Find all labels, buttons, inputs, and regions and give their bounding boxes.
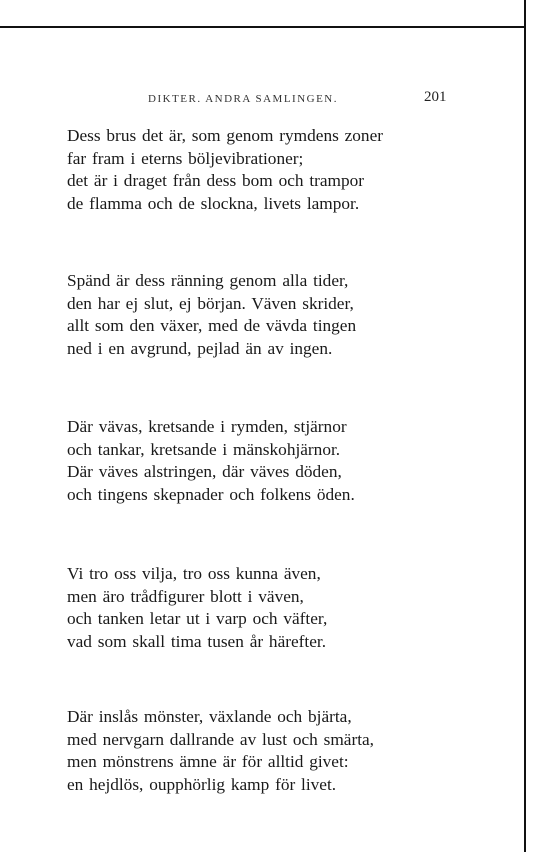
poem-line: och tingens skepnader och folkens öden. [67, 484, 355, 504]
poem-line: Spänd är dess ränning genom alla tider, [67, 271, 349, 290]
poem-line: de flamma och de slockna, livets lampor. [67, 193, 360, 213]
poem-line: men äro trådfigurer blott i väven, [67, 586, 304, 606]
poem-line: en hejdlös, oupphörlig kamp för livet. [67, 774, 337, 794]
stanza-4 [67, 563, 327, 653]
poem-line: och tankar, kretsande i mänskohjärnor. [67, 439, 341, 459]
poem-line: allt som den växer, med de vävda tingen [67, 316, 357, 336]
stanza-5 [67, 706, 374, 796]
poem-line: Vi tro oss vilja, tro oss kunna även, [67, 564, 321, 583]
poem-line: Där inslås mönster, växlande och bjärta, [67, 707, 352, 726]
page-top-edge [0, 26, 526, 28]
page-right-edge [524, 0, 526, 852]
poem-line: Dess brus det är, som genom rymdens zoner [67, 126, 384, 145]
running-head: DIKTER. ANDRA SAMLINGEN. [148, 93, 338, 105]
stanza-3 [67, 416, 355, 506]
poem-line: men mönstrens ämne är för alltid givet: [67, 752, 349, 772]
poem-line: Där väves alstringen, där väves döden, [67, 462, 342, 482]
poem-line: ned i en avgrund, pejlad än av ingen. [67, 338, 333, 358]
poem-line: vad som skall tima tusen år härefter. [67, 631, 327, 651]
poem-line: med nervgarn dallrande av lust och smärta, [67, 729, 374, 749]
stanza-1 [67, 125, 383, 215]
poem-line: det är i draget från dess bom och trampor [67, 171, 365, 191]
page-number: 201 [424, 89, 447, 105]
poem-line: den har ej slut, ej början. Väven skrider, [67, 293, 354, 313]
poem-line: och tanken letar ut i varp och väfter, [67, 609, 328, 629]
stanza-2 [67, 270, 356, 360]
poem-line: Där vävas, kretsande i rymden, stjärnor [67, 417, 347, 436]
poem-line: far fram i eterns böljevibrationer; [67, 148, 304, 168]
